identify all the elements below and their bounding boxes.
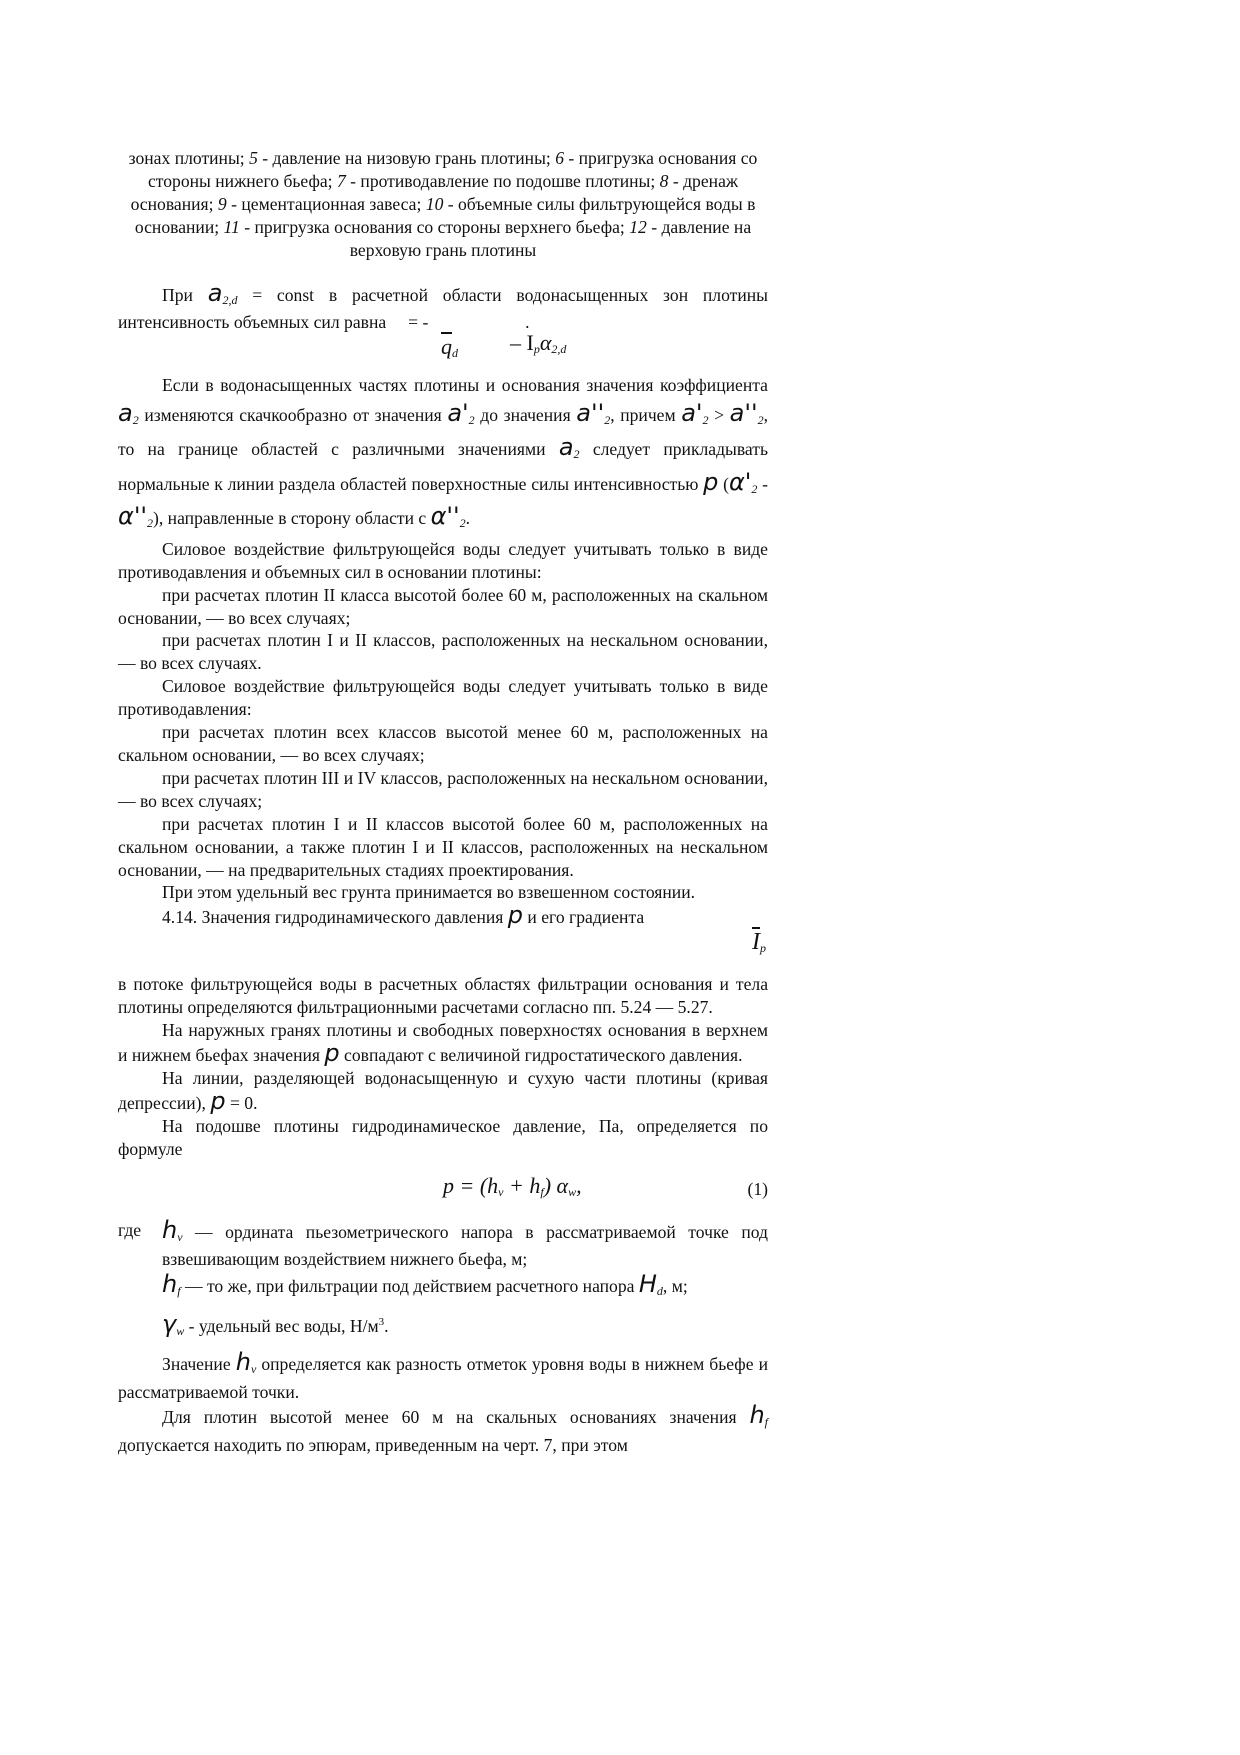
- definition-gamma: $\gamma_w$ - удельный вес воды, $Н/м^3$.: [162, 1310, 389, 1339]
- paragraph-filtration: в потоке фильтрующейся воды в расчетных областях фильтрации основания и тела плотины определяются фильтрационными расчетами согласно пп. 5.24 — 5.27.: [118, 974, 768, 1018]
- paragraph-item: при расчетах плотин II класса высотой более 60 м, расположенных на скальном основании, — во всех случаях;: [118, 584, 768, 628]
- paragraph-item: при расчетах плотин I и II классов, расположенных на нескальном основании, — во всех случаях.: [118, 630, 768, 674]
- definitions: [118, 1215, 768, 1343]
- paragraph-depression: На линии, разделяющей водонасыщенную и сухую части плотины (кривая депрессии), p = 0.: [118, 1067, 768, 1115]
- paragraph-item: при расчетах плотин III и IV классов, расположенных на нескальном основании, — во всех случаях;: [118, 767, 768, 811]
- paragraph-item: Силовое воздействие фильтрующейся воды следует учитывать только в виде противодавления:: [118, 676, 768, 720]
- formula-1: $p = (h_v + h_f)$ $\alpha_w$, (1): [443, 1172, 768, 1199]
- paragraph-a2d: При $a_{2,d}$ = const в расчетной области водонасыщенных зон плотины интенсивность объемных сил равна = - .: [118, 278, 768, 333]
- paragraph-base-pressure: На подошве плотины гидродинамическое давление, Па, определяется по формуле: [118, 1115, 768, 1159]
- paragraph-list: [118, 538, 768, 905]
- paragraph-jump: Если в водонасыщенных частях плотины и основания значения коэффициента $a_2$ изменяются скачкообразно от значения $a'_2$ до значения $a''_2$, причем $a'_2 > a''_2$, то на границе областей с различными значениями $a_2$ следует прикладывать нормальные к линии раздела областей поверхностные силы интенсивностью p $(\alpha'_2 - \alpha''_2)$, направленные в сторону области с $\alpha''_2$.: [118, 375, 768, 531]
- document-page: [118, 147, 768, 1457]
- paragraph-item: при расчетах плотин всех классов высотой менее 60 м, расположенных на скальном основании, — во всех случаях;: [118, 722, 768, 765]
- definition-hv: где $h_v$ — ордината пьезометрического напора в рассматриваемой точке под взвешивающим воздействием нижнего бьефа, м;: [118, 1215, 768, 1270]
- figure-caption: зонах плотины; 5 - давление на низовую грань плотины; 6 - пригрузка основания со стороны нижнего бьефа; 7 - противодавление по подошве плотины; 8 - дренаж основания; 9 - цементационная завеса; 10 - объемные силы фильтрующейся воды в основании; 11 - пригрузка основания со стороны верхнего бьефа; 12 - давление на верховую грань плотины: [128, 148, 758, 260]
- paragraph-item: Силовое воздействие фильтрующейся воды следует учитывать только в виде противодавления и объемных сил в основании плотины:: [118, 538, 768, 582]
- paragraph-outer-faces: На наружных гранях плотины и свободных поверхностях основания в верхнем и нижнем бьефах значения p совпадают с величиной гидростатического давления.: [118, 1020, 768, 1067]
- gradient-symbol: $\overline{I}_p$: [752, 929, 766, 956]
- formula-volume-forces: $\overline{q}_d$ – $I_p\alpha_{2,d}$: [441, 330, 567, 361]
- formula-number: (1): [747, 1178, 768, 1199]
- definition-hf: $h_f$ — то же, при фильтрации под действием расчетного напора $H_d$, м;: [162, 1270, 688, 1299]
- paragraph-hv: Значение $h_v$ определяется как разность отметок уровня воды в нижнем бьефе и рассматриваемой точки.: [118, 1347, 768, 1402]
- paragraph-item: При этом удельный вес грунта принимается во взвешенном состоянии.: [162, 882, 696, 903]
- paragraph-hf: Для плотин высотой менее 60 м на скальных основаниях значения $h_f$ допускается находить по эпюрам, приведенным на черт. 7, при этом: [118, 1400, 768, 1455]
- paragraph-item: при расчетах плотин I и II классов высотой более 60 м, расположенных на скальном основании, а также плотин I и II классов, расположенных на нескальном основании, — на предварительных стадиях проектирования.: [118, 813, 768, 880]
- paragraph-4-14: 4.14. Значения гидродинамического давления p и его градиента: [162, 901, 645, 930]
